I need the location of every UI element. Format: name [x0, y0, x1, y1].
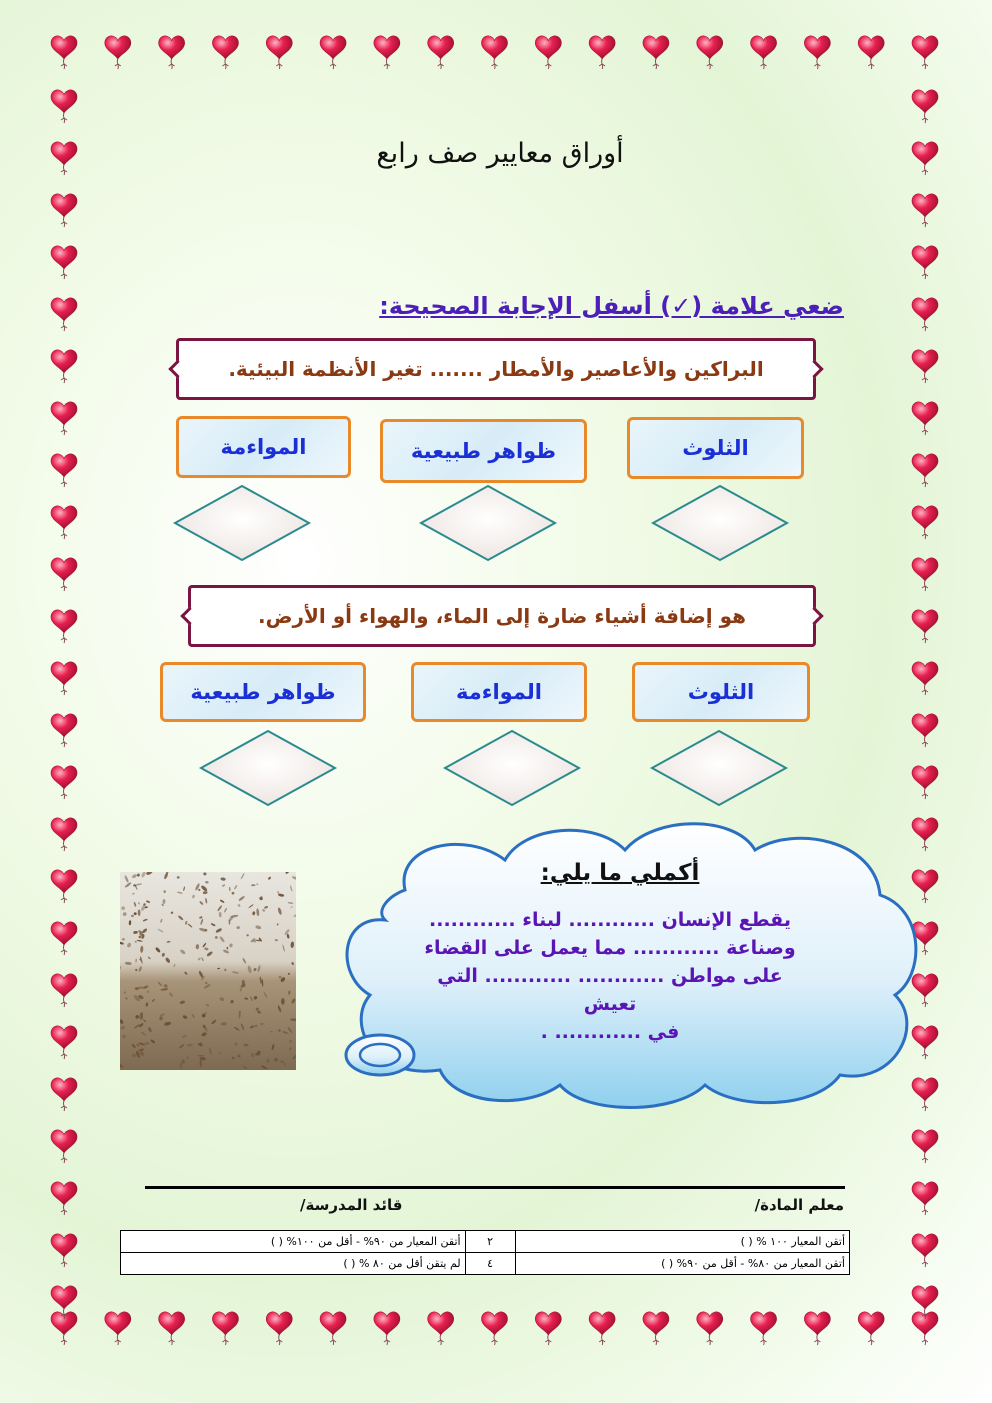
heart-decoration — [912, 350, 938, 383]
heart-decoration — [912, 298, 938, 331]
heart-decoration — [535, 1312, 561, 1345]
heart-decoration — [51, 662, 77, 695]
heart-decoration — [51, 194, 77, 227]
heart-decoration — [643, 36, 669, 69]
question-2-box — [188, 585, 816, 647]
heart-decoration — [51, 350, 77, 383]
heart-decoration — [428, 1312, 454, 1345]
heart-decoration — [51, 246, 77, 279]
heart-decoration — [159, 36, 185, 69]
heart-decoration — [212, 1312, 238, 1345]
cloud-title: أكملي ما يلي: — [540, 860, 700, 886]
table-cell: ٤ — [465, 1253, 515, 1275]
q1-answer-diamond-3[interactable] — [172, 484, 312, 562]
heart-decoration — [751, 36, 777, 69]
question-1-box — [176, 338, 816, 400]
table-cell: أتقن المعيار من ٨٠% - أقل من ٩٠% ( ) — [515, 1253, 849, 1275]
heart-decoration — [912, 1182, 938, 1215]
q1-option-2-label: ظواهر طبيعية — [410, 439, 557, 463]
heart-decoration — [912, 402, 938, 435]
locust-speck — [198, 1055, 204, 1056]
heart-decoration — [912, 1130, 938, 1163]
q1-answer-diamond-1[interactable] — [650, 484, 790, 562]
heart-decoration — [374, 36, 400, 69]
heart-decoration — [51, 922, 77, 955]
heart-decoration — [51, 766, 77, 799]
heart-decoration — [912, 506, 938, 539]
table-cell: لم يتقن أقل من ٨٠ % ( ) — [121, 1253, 466, 1275]
heart-decoration — [266, 1312, 292, 1345]
standards-table — [120, 1230, 850, 1275]
heart-decoration — [697, 1312, 723, 1345]
heart-decoration — [320, 36, 346, 69]
heart-decoration — [912, 142, 938, 175]
heart-decoration — [589, 36, 615, 69]
heart-decoration — [589, 1312, 615, 1345]
heart-decoration — [912, 662, 938, 695]
q2-answer-diamond-2[interactable] — [442, 729, 582, 807]
heart-decoration — [51, 506, 77, 539]
locust-swarm-photo — [120, 872, 296, 1070]
heart-decoration — [51, 36, 77, 69]
heart-decoration — [51, 870, 77, 903]
q2-option-2-label: المواءمة — [456, 680, 542, 704]
heart-decoration — [858, 1312, 884, 1345]
heart-decoration — [912, 90, 938, 123]
principal-signature-label: قائد المدرسة/ — [300, 1196, 403, 1214]
cloud-line-3: على مواطن ............ ............ التي تعيش — [437, 965, 783, 1015]
heart-decoration — [858, 36, 884, 69]
heart-decoration — [374, 1312, 400, 1345]
heart-decoration — [51, 1182, 77, 1215]
heart-decoration — [320, 1312, 346, 1345]
question-2-text: هو إضافة أشياء ضارة إلى الماء، والهواء أو الأرض. — [258, 604, 746, 628]
heart-decoration — [912, 246, 938, 279]
locust-speck — [251, 884, 255, 886]
heart-decoration — [751, 1312, 777, 1345]
heart-decoration — [482, 36, 508, 69]
heart-decoration — [212, 36, 238, 69]
cloud-content — [420, 860, 800, 1046]
heart-decoration — [51, 90, 77, 123]
table-cell: أتقن المعيار من ٩٠% - أقل من ١٠٠% ( ) — [121, 1231, 466, 1253]
heart-decoration — [804, 1312, 830, 1345]
heart-decoration — [51, 818, 77, 851]
heart-decoration — [51, 454, 77, 487]
heart-decoration — [51, 714, 77, 747]
q1-option-3-label: المواءمة — [220, 435, 307, 459]
q1-answer-diamond-2[interactable] — [418, 484, 558, 562]
heart-decoration — [51, 298, 77, 331]
heart-decoration — [105, 36, 131, 69]
heart-decoration — [912, 1234, 938, 1267]
page-title: أوراق معايير صف رابع — [376, 138, 624, 169]
signature-divider — [145, 1186, 845, 1189]
heart-decoration — [697, 36, 723, 69]
heart-decoration — [51, 558, 77, 591]
heart-decoration — [912, 1286, 938, 1319]
heart-decoration — [105, 1312, 131, 1345]
heart-decoration — [912, 558, 938, 591]
q1-option-3 — [176, 416, 351, 478]
heart-decoration — [912, 36, 938, 69]
question-1-text: البراكين والأعاصير والأمطار ....... تغير الأنظمة البيئية. — [228, 357, 764, 381]
heart-decoration — [266, 36, 292, 69]
heart-decoration — [912, 610, 938, 643]
heart-decoration — [51, 1312, 77, 1345]
cloud-line-1: يقطع الإنسان ............ لبناء ............ — [429, 909, 791, 931]
q2-option-1 — [632, 662, 810, 722]
heart-decoration — [51, 974, 77, 1007]
cloud-line-2: وصناعة ............ مما يعمل على القضاء — [424, 937, 796, 959]
heart-decoration — [51, 610, 77, 643]
table-cell: ٢ — [465, 1231, 515, 1253]
q1-option-2 — [380, 419, 587, 483]
q2-option-2 — [411, 662, 587, 722]
heart-decoration — [159, 1312, 185, 1345]
heart-decoration — [428, 36, 454, 69]
heart-decoration — [51, 1130, 77, 1163]
q1-option-1-label: الثلوث — [682, 436, 749, 460]
q2-option-3 — [160, 662, 366, 722]
heart-decoration — [51, 1078, 77, 1111]
heart-decoration — [51, 1026, 77, 1059]
table-row — [121, 1253, 850, 1275]
heart-decoration — [912, 766, 938, 799]
heart-decoration — [804, 36, 830, 69]
cloud-line-4: في ............ . — [540, 1021, 680, 1043]
instruction-text: ضعي علامة (✓) أسفل الإجابة الصحيحة: — [379, 292, 844, 320]
heart-decoration — [643, 1312, 669, 1345]
q2-answer-diamond-3[interactable] — [198, 729, 338, 807]
q1-option-1 — [627, 417, 804, 479]
heart-decoration — [912, 194, 938, 227]
teacher-signature-label: معلم المادة/ — [754, 1196, 844, 1214]
table-row — [121, 1231, 850, 1253]
q2-option-3-label: ظواهر طبيعية — [190, 680, 336, 704]
heart-decoration — [51, 1286, 77, 1319]
q2-answer-diamond-1[interactable] — [649, 729, 789, 807]
table-cell: أتقن المعيار ١٠٠ % ( ) — [515, 1231, 849, 1253]
heart-decoration — [912, 714, 938, 747]
heart-decoration — [535, 36, 561, 69]
heart-decoration — [51, 1234, 77, 1267]
heart-decoration — [912, 454, 938, 487]
q2-option-1-label: الثلوث — [687, 680, 755, 704]
heart-decoration — [51, 142, 77, 175]
heart-decoration — [912, 1312, 938, 1345]
heart-decoration — [482, 1312, 508, 1345]
heart-decoration — [51, 402, 77, 435]
